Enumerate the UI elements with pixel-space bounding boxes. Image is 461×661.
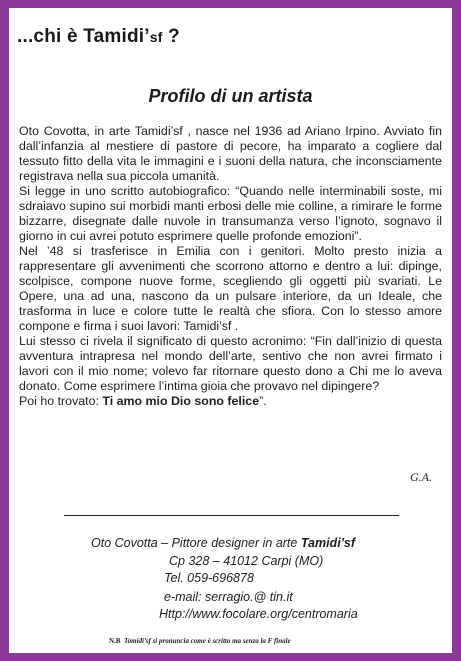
footnote-prefix: N.B: [109, 637, 121, 645]
heading-suffix: sf: [149, 29, 163, 45]
contact-name-line: [91, 536, 355, 550]
closing-emphasis: Ti amo mio Dio sono felice: [102, 394, 260, 408]
contact-email[interactable]: e-mail: serragio.@ tin.it: [164, 590, 293, 604]
contact-website[interactable]: Http://www.focolare.org/centromaria: [159, 607, 358, 621]
document-page: [9, 8, 452, 653]
contact-address: Cp 328 – 41012 Carpi (MO): [169, 554, 324, 568]
contact-name: Oto Covotta – Pittore designer in arte: [91, 536, 301, 550]
footnote: [109, 637, 291, 645]
author-signature: G.A.: [410, 470, 432, 484]
paragraph-2: Si legge in uno scritto autobiografico: “Quando nelle interminabili soste, mi sdraiavo supino sui morbidi manti erbosi delle mie colline, a rimirare le forme bizzarre, disegnate dalle nuvole in transumanza verso l’ignoto, sognavo il giorno in cui avrei potuto esprimere quelle profonde emozioni”.: [19, 184, 442, 243]
paragraph-1: Oto Covotta, in arte Tamidi’sf , nasce nel 1936 ad Ariano Irpino. Avviato fin dall’infanzia al mestiere di pastore di pecore, ha imparato a cogliere dal tessuto fitto della vita le immagini e i suoni della natura, che inconsciamente registrava nella sua piccola umanità.: [19, 124, 442, 183]
closing-prefix: Poi ho trovato:: [19, 394, 103, 408]
page-heading: [17, 26, 180, 48]
closing-line: [19, 394, 442, 409]
profile-title: Profilo di un artista: [148, 86, 313, 106]
heading-main: ...chi è Tamidi’: [17, 26, 150, 47]
paragraph-4: Lui stesso ci rivela il significato di questo acronimo: “Fin dall’inizio di questa avventura intrapresa nel mondo dell’arte, sentivo che non avrei firmato i lavori con il mio nome; volevo far ritornare questo dono a Chi me lo aveva donato. Come esprimere l’intima gioia che provavo nel dipingere?: [19, 334, 442, 393]
contact-phone: Tel. 059-696878: [164, 571, 254, 585]
contact-brand: Tamidi’sf: [300, 536, 356, 550]
footnote-text: Tamidi’sf si pronuncia come è scritto ma senza la F finale: [123, 637, 291, 645]
paragraph-3: Nel ’48 si trasferisce in Emilia con i genitori. Molto presto inizia a rappresentare gli avvenimenti che scorrono attorno e dentro a lui: dipinge, scolpisce, compone nuove forme, scegliendo gli oggetti più svariati. Le Opere, una ad una, nascono da un pulsare interiore, da un Ideale, che trasforma in luce e colore tutte le realtà che sfiora. Con lo stesso amore compone e firma i suoi lavori: Tamidi’sf .: [19, 244, 442, 333]
closing-suffix: ”.: [259, 394, 267, 408]
divider: [64, 515, 399, 516]
heading-end: ?: [162, 26, 180, 47]
profile-body: [19, 124, 442, 409]
